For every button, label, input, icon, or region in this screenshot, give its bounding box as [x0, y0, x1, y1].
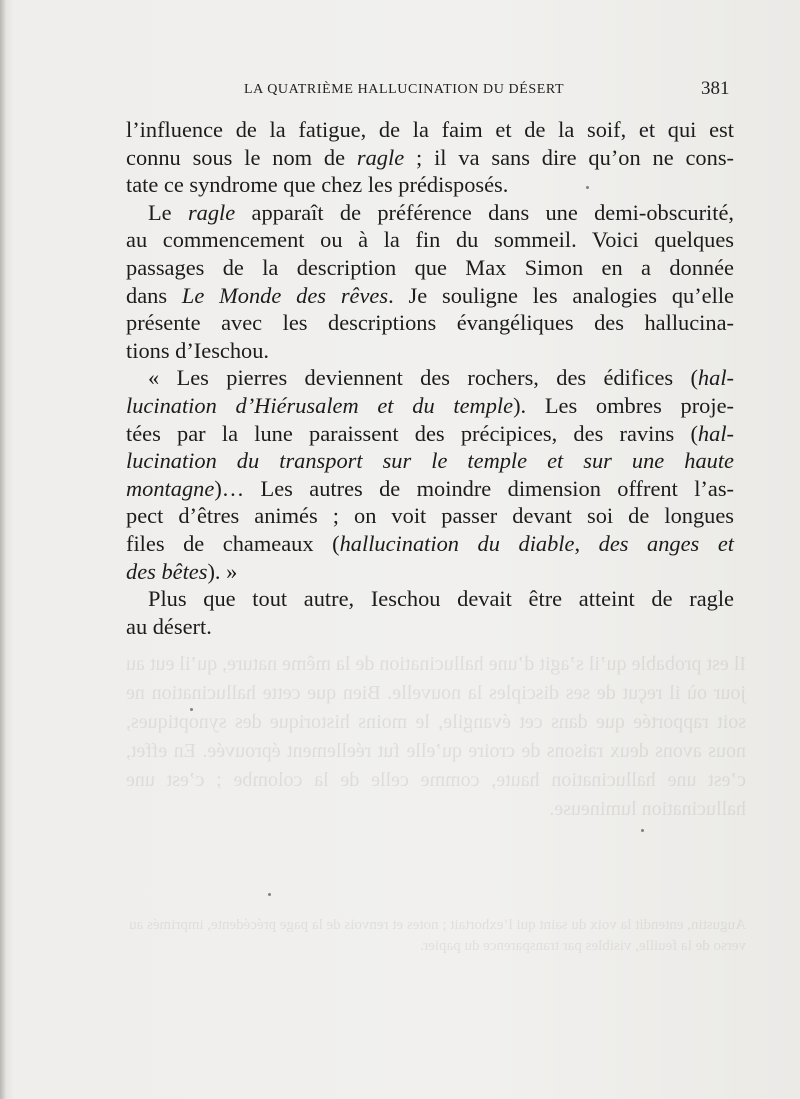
text-segment: , — [574, 530, 599, 556]
text-line — [126, 613, 734, 641]
gutter-shadow — [0, 0, 6, 1099]
text-segment: files de chameaux ( — [126, 530, 340, 556]
italic-text: hal- — [697, 365, 734, 391]
text-segment: tions d’Ieschou. — [126, 337, 270, 363]
text-line — [126, 502, 734, 530]
page-number: 381 — [701, 78, 730, 99]
text-segment: au désert. — [126, 613, 212, 639]
paper-speck — [268, 893, 271, 896]
text-segment: passages de la description que Max Simon en a donnée — [126, 254, 734, 280]
italic-text: lucination d’Hiérusalem et du temple — [126, 392, 514, 418]
text-line — [126, 530, 734, 558]
text-line — [126, 282, 734, 310]
text-segment: )… Les autres de moindre dimension offrent l’as- — [214, 475, 734, 501]
text-segment: au commencement ou à la fin du sommeil. Voici quelques — [126, 227, 734, 253]
text-line — [126, 420, 734, 448]
text-segment: pect d’êtres animés ; on voit passer devant soi de longues — [126, 503, 734, 529]
text-segment: ). » — [207, 558, 238, 584]
paragraph-3-quotation — [126, 364, 734, 585]
text-line — [126, 226, 734, 254]
text-line — [126, 337, 734, 365]
text-segment: Plus que tout autre, Ieschou devait être atteint de ragle — [148, 586, 734, 612]
text-line — [126, 585, 734, 613]
text-line — [126, 392, 734, 420]
text-line — [126, 171, 734, 199]
text-line — [126, 199, 734, 227]
text-segment: tate ce syndrome que chez les prédisposés. — [126, 172, 509, 198]
text-segment: . Je souligne les analogies qu’elle — [388, 282, 734, 308]
text-line — [126, 447, 734, 475]
text-line — [126, 558, 734, 586]
running-title: LA QUATRIÈME HALLUCINATION DU DÉSERT — [244, 82, 565, 97]
text-line — [126, 309, 734, 337]
text-segment: l’influence de la fatigue, de la faim et de la soif, et qui est — [126, 117, 734, 142]
paper-speck — [190, 708, 193, 711]
italic-text: ragle — [187, 199, 236, 225]
paragraph-1 — [126, 116, 734, 199]
show-through-footnotes: Augustin, entendit la voix du saint qui l’exhortait ; notes et renvois de la page précédente, imprimés au verso de la feuille, visibles par transparence du papier. — [129, 917, 746, 954]
paper-speck — [586, 186, 589, 189]
paper-speck — [641, 829, 644, 832]
text-segment: apparaît de préférence dans une demi-obscurité, — [235, 199, 735, 225]
text-segment: « Les pierres deviennent des rochers, des édifices ( — [148, 365, 698, 391]
text-segment: tées par la lune paraissent des précipices, des ravins ( — [126, 420, 698, 446]
text-segment: Le — [148, 199, 188, 225]
text-line — [126, 116, 734, 144]
italic-text: Le Monde des rêves — [181, 282, 389, 308]
italic-text: montagne — [126, 475, 215, 501]
paragraph-4 — [126, 585, 734, 640]
italic-text: hal- — [697, 420, 734, 446]
main-text — [126, 116, 734, 640]
text-segment: connu sous le nom de — [126, 144, 357, 170]
text-segment: ). Les ombres proje- — [513, 392, 734, 418]
text-segment: ; il va sans dire qu’on ne cons- — [404, 144, 734, 170]
text-line — [126, 475, 734, 503]
italic-text: des bêtes — [126, 558, 208, 584]
italic-text: des anges et — [598, 530, 734, 556]
italic-text: ragle — [356, 144, 405, 170]
paragraph-2 — [126, 199, 734, 365]
italic-text: hallucination du diable — [339, 530, 575, 556]
italic-text: lucination du transport sur le temple et sur une haute — [126, 448, 734, 474]
text-line — [126, 254, 734, 282]
text-line — [126, 364, 734, 392]
show-through-text: Il est probable qu’il s’agit d’une hallucination de la même nature, qu’il eut au jour où il reçut de ses disciples la nouvelle. Bien que cette hallucination ne soit rapportée que dans cet évangile, le moins historique des synoptiques, nous avons deux raisons de croire qu’elle fut réellement éprouvée. En effet, c’est une hallucination haute, comme celle de la colombe ; c’est une hallucination lumineuse. — [126, 653, 746, 820]
text-segment: présente avec les descriptions évangéliques des hallucina- — [126, 310, 734, 336]
text-line — [126, 144, 734, 172]
text-segment: dans — [126, 282, 182, 308]
